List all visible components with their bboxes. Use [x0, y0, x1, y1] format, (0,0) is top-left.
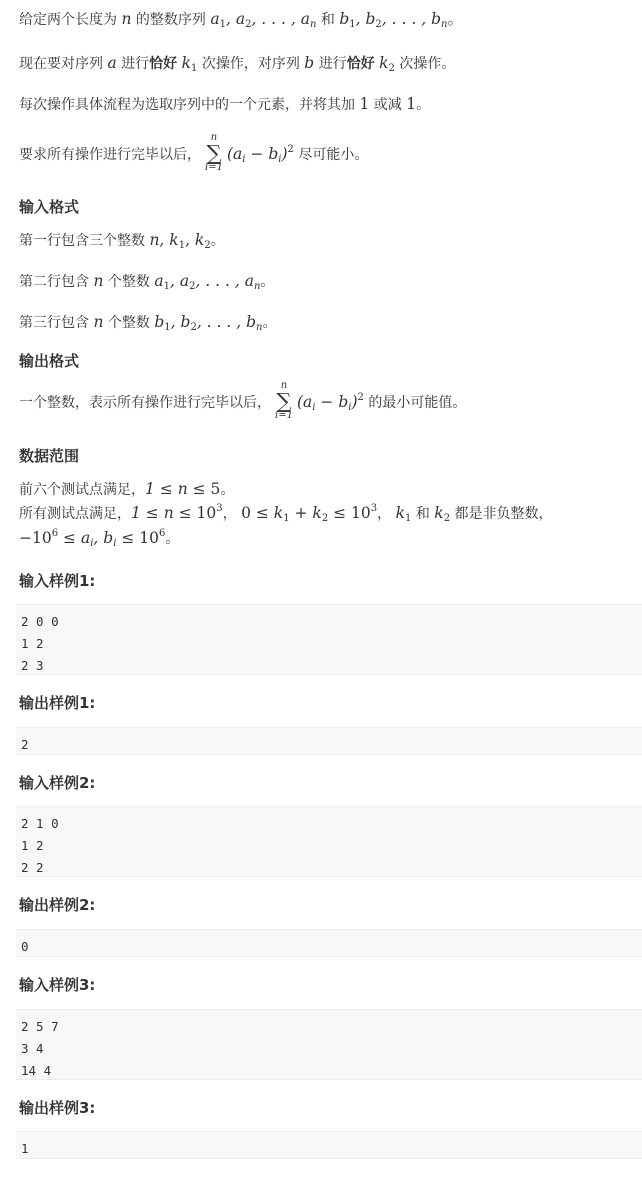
sample-output-3-heading: 输出样例3:: [19, 1099, 96, 1117]
summation: n ∑ i=1: [205, 132, 223, 173]
sample-input-1-block[interactable]: [16, 604, 642, 675]
text: 每次操作具体流程为选取序列中的一个元素，并将其加: [19, 97, 355, 113]
text: 。: [165, 531, 180, 547]
text: 给定两个长度为: [19, 12, 117, 28]
input-format-line-3: 第三行包含 n 个整数 $b_1$, $b_2$, . . . , $b_n$。: [19, 313, 277, 333]
sample-output-1-block[interactable]: [16, 727, 642, 755]
text: 个整数: [107, 274, 150, 290]
text: 现在要对序列: [19, 56, 103, 72]
code-line: 3 4: [21, 1041, 44, 1056]
text: 都是非负整数，: [454, 506, 553, 522]
summation: n ∑ i=1: [275, 380, 293, 421]
text: 。: [416, 97, 431, 113]
text: 尽可能小。: [298, 147, 369, 163]
text: 第一行包含三个整数: [19, 233, 145, 249]
emphasis: 恰好: [149, 56, 178, 72]
text: 。: [220, 482, 235, 498]
code-line: 2: [21, 737, 29, 752]
text: 第二行包含: [19, 274, 89, 290]
sample-output-3-block[interactable]: [16, 1131, 642, 1159]
text: 要求所有操作进行完毕以后，: [19, 147, 201, 163]
data-range-line-1: 前六个测试点满足，1 ≤ n ≤ 5。: [19, 480, 235, 498]
data-range-heading: 数据范围: [19, 447, 80, 465]
text: ，: [377, 506, 392, 522]
sample-input-3-heading: 输入样例3:: [19, 976, 96, 994]
code-line: 2 0 0: [21, 614, 59, 629]
code-line: 1 2: [21, 838, 44, 853]
text: 次操作，对序列: [201, 56, 300, 72]
sample-output-1-heading: 输出样例1:: [19, 694, 96, 712]
code-line: 2 2: [21, 860, 44, 875]
sample-input-1-heading: 输入样例1:: [19, 572, 96, 590]
text: 次操作。: [399, 56, 456, 72]
code-line: 0: [21, 939, 29, 954]
output-format-line-1: 一个整数，表示所有操作进行完毕以后， n ∑ i=1 $(a_i - b_i)^2$ 的最小可能值。: [19, 380, 467, 421]
text: 个整数: [107, 315, 150, 331]
statement-paragraph-2: 现在要对序列 a 进行恰好 $k_1$ 次操作，对序列 b 进行恰好 $k_2$ 次操作。: [19, 54, 456, 74]
text: 的整数序列: [135, 12, 206, 28]
code-line: 2 5 7: [21, 1019, 59, 1034]
input-format-heading: 输入格式: [19, 198, 80, 216]
text: 所有测试点满足，: [19, 506, 131, 522]
code-line: 14 4: [21, 1063, 52, 1078]
code-line: 2 1 0: [21, 816, 59, 831]
sample-output-2-heading: 输出样例2:: [19, 896, 96, 914]
input-format-line-2: 第二行包含 n 个整数 $a_1$, $a_2$, . . . , $a_n$。: [19, 272, 275, 292]
sample-output-2-block[interactable]: [16, 929, 642, 957]
text: 第三行包含: [19, 315, 89, 331]
text: 的最小可能值。: [368, 395, 467, 411]
text: 和: [320, 12, 335, 28]
input-format-line-1: 第一行包含三个整数 n, $k_1$, $k_2$。: [19, 231, 225, 251]
text: ，: [222, 506, 237, 522]
sample-input-2-block[interactable]: [16, 806, 642, 877]
data-range-line-3: $-10^6 \le a_i$, $b_i \le 10^6$。: [19, 528, 180, 549]
text: 。: [262, 315, 277, 331]
text: 进行: [121, 56, 150, 72]
statement-paragraph-1: 给定两个长度为 n 的整数序列 $a_1$, $a_2$, . . . , $a_n$ 和 $b_1$, $b_2$, . . . , $b_n$。: [19, 10, 463, 30]
text: 。: [210, 233, 225, 249]
emphasis: 恰好: [346, 56, 375, 72]
code-line: 1 2: [21, 636, 44, 651]
text: 一个整数，表示所有操作进行完毕以后，: [19, 395, 271, 411]
data-range-line-2: 所有测试点满足，$1 \le n \le 10^3$， $0 \le k_1 + k_2 \le 10^3$， $k_1$ 和 $k_2$ 都是非负整数，: [19, 503, 553, 524]
sample-input-2-heading: 输入样例2:: [19, 774, 96, 792]
text: 或减: [373, 97, 402, 113]
output-format-heading: 输出格式: [19, 352, 80, 370]
text: 进行: [318, 56, 347, 72]
statement-paragraph-3: 每次操作具体流程为选取序列中的一个元素，并将其加 1 或减 1。: [19, 95, 431, 113]
text: 。: [260, 274, 275, 290]
code-line: 2 3: [21, 658, 44, 673]
sample-input-3-block[interactable]: [16, 1009, 642, 1080]
text: 和: [415, 506, 430, 522]
code-line: 1: [21, 1141, 29, 1156]
text: 前六个测试点满足，: [19, 482, 145, 498]
statement-paragraph-4: 要求所有操作进行完毕以后， n ∑ i=1 $(a_i - b_i)^2$ 尽可能小。: [19, 132, 369, 173]
